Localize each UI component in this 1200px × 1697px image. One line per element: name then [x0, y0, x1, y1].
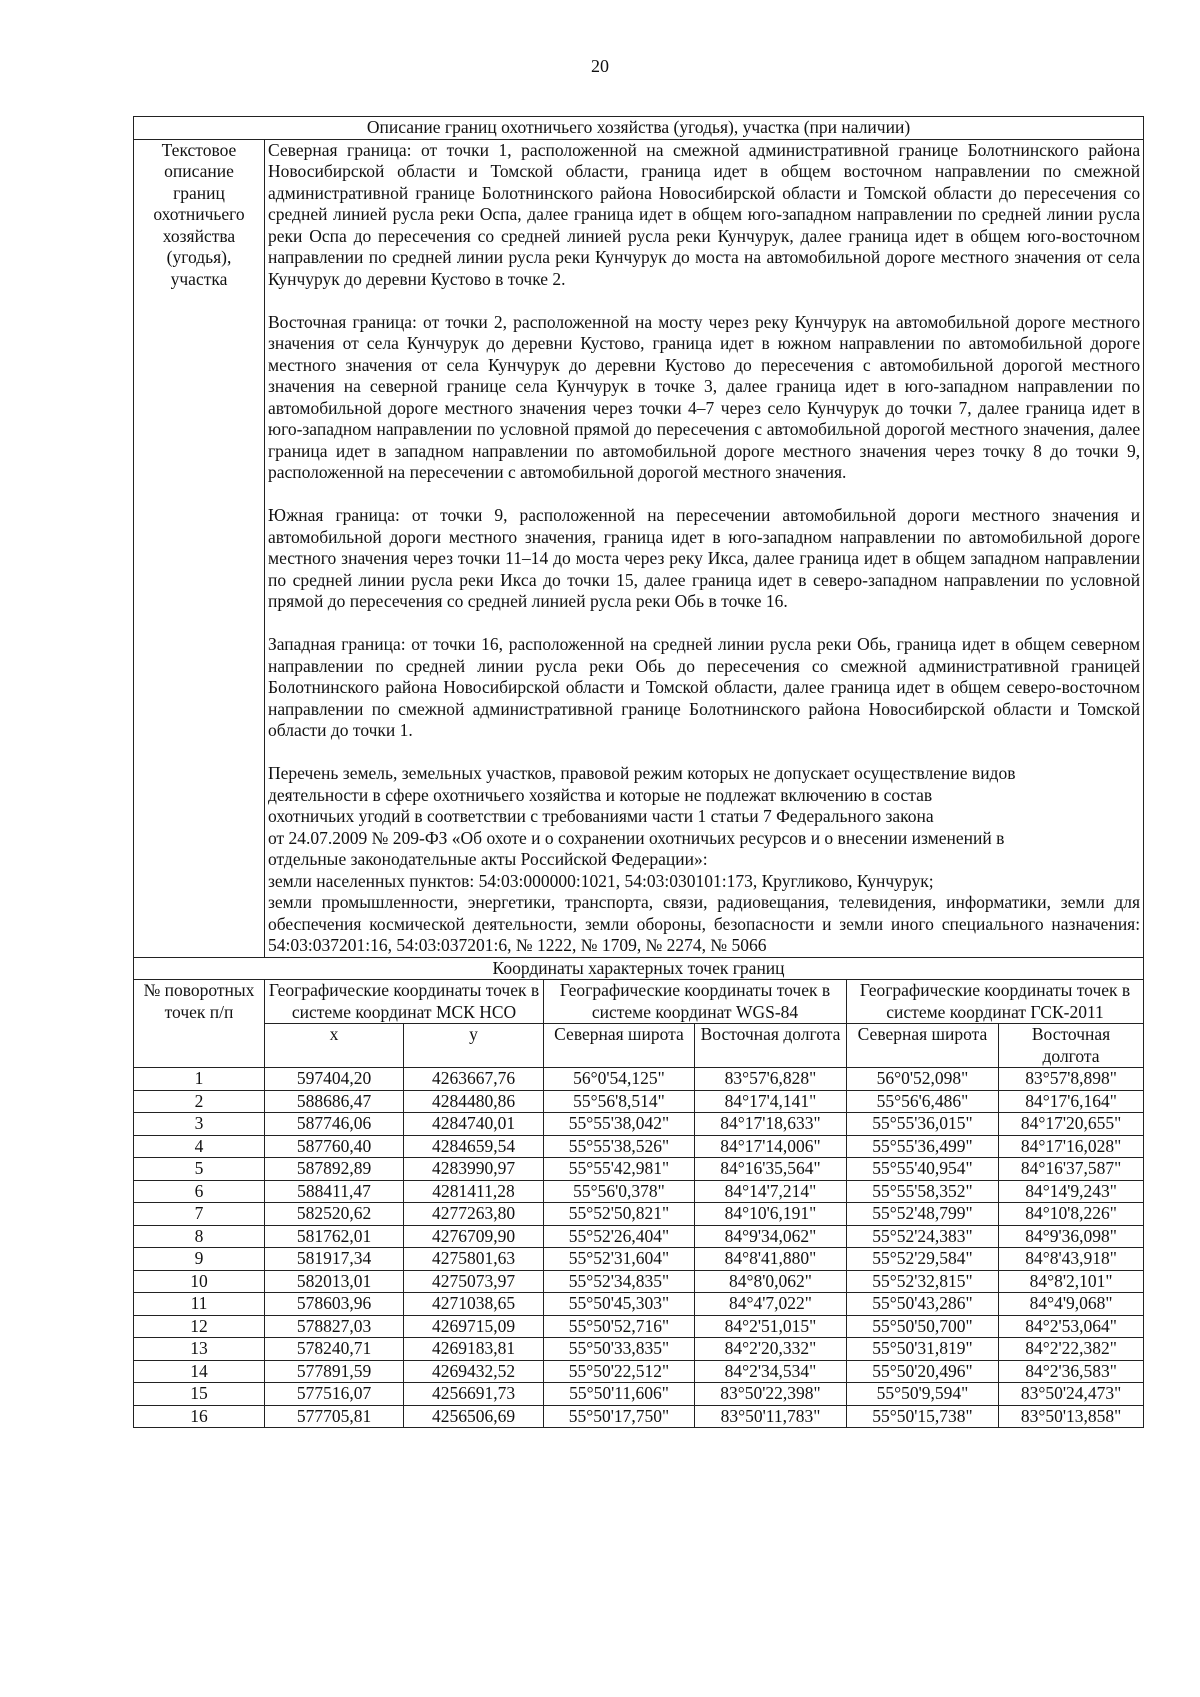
msk-y-cell: 4269715,09: [404, 1315, 544, 1338]
wgs84-east-cell: 83°50'11,783": [695, 1405, 847, 1428]
point-number-cell: 1: [134, 1068, 265, 1091]
gsk2011-north-cell: 55°55'36,499": [847, 1135, 999, 1158]
msk-y-cell: 4269432,52: [404, 1360, 544, 1383]
table-row: [134, 1090, 1144, 1113]
msk-x-cell: 582013,01: [265, 1270, 404, 1293]
point-number-cell: 6: [134, 1180, 265, 1203]
table-row: [134, 1113, 1144, 1136]
msk-y-cell: 4256506,69: [404, 1405, 544, 1428]
south-boundary-text: Южная граница: от точки 9, расположенной на пересечении автомобильной дороги местного значения и автомобильной дороги местного значения, граница идет в юго-западном направлении по автомобильной дороге местного значения через точки 11–14 до моста через реку Икса, далее граница идет в общем западном направлении по средней линии русла реки Икса до точки 15, далее граница идет в северо-западном направлении по условной прямой до пересечения со средней линией русла реки Обь в точке 16.: [268, 505, 1141, 611]
point-number-header: № поворотных точек п/п: [134, 980, 265, 1068]
point-number-cell: 14: [134, 1360, 265, 1383]
gsk2011-north-cell: 55°50'20,496": [847, 1360, 999, 1383]
point-number-cell: 15: [134, 1383, 265, 1406]
gsk2011-north-cell: 55°52'32,815": [847, 1270, 999, 1293]
wgs84-north-cell: 55°56'8,514": [544, 1090, 695, 1113]
gsk2011-north-cell: 55°55'36,015": [847, 1113, 999, 1136]
page-number: 20: [591, 56, 609, 76]
wgs84-east-cell: 84°2'20,332": [695, 1338, 847, 1361]
table-row: [134, 1315, 1144, 1338]
msk-y-cell: 4275801,63: [404, 1248, 544, 1271]
wgs84-east-cell: 84°4'7,022": [695, 1293, 847, 1316]
wgs84-east-cell: 84°2'34,534": [695, 1360, 847, 1383]
gsk2011-north-cell: 55°52'48,799": [847, 1203, 999, 1226]
msk-x-cell: 588411,47: [265, 1180, 404, 1203]
gsk2011-north-cell: 55°52'29,584": [847, 1248, 999, 1271]
msk-x-cell: 578240,71: [265, 1338, 404, 1361]
excluded-lands-line: деятельности в сфере охотничьего хозяйства и которые не подлежат включению в состав: [268, 784, 933, 805]
table-row: [134, 1405, 1144, 1428]
table-row: [134, 1135, 1144, 1158]
table-row: [134, 1248, 1144, 1271]
msk-y-cell: 4281411,28: [404, 1180, 544, 1203]
wgs84-east-cell: 84°16'35,564": [695, 1158, 847, 1181]
y-header: y: [404, 1024, 544, 1068]
table-row: [134, 1360, 1144, 1383]
gsk2011-east-cell: 84°2'36,583": [999, 1360, 1144, 1383]
msk-x-cell: 581917,34: [265, 1248, 404, 1271]
gsk2011-north-cell: 56°0'52,098": [847, 1068, 999, 1091]
settlement-lands-line: земли населенных пунктов: 54:03:000000:1021, 54:03:030101:173, Кругликово, Кунчурук;: [268, 870, 934, 891]
table-row: [134, 1293, 1144, 1316]
gsk2011-north-cell: 55°50'31,819": [847, 1338, 999, 1361]
gsk2011-east-cell: 84°2'22,382": [999, 1338, 1144, 1361]
point-number-cell: 11: [134, 1293, 265, 1316]
msk-x-cell: 578827,03: [265, 1315, 404, 1338]
msk-y-cell: 4276709,90: [404, 1225, 544, 1248]
gsk2011-east-cell: 84°8'2,101": [999, 1270, 1144, 1293]
wgs84-east-cell: 84°17'18,633": [695, 1113, 847, 1136]
gsk2011-east-cell: 84°14'9,243": [999, 1180, 1144, 1203]
wgs84-east-cell: 84°14'7,214": [695, 1180, 847, 1203]
wgs84-north-cell: 55°50'22,512": [544, 1360, 695, 1383]
gsk2011-east-cell: 83°57'8,898": [999, 1068, 1144, 1091]
wgs84-east-cell: 84°2'51,015": [695, 1315, 847, 1338]
gsk2011-north-cell: 55°50'9,594": [847, 1383, 999, 1406]
msk-y-cell: 4283990,97: [404, 1158, 544, 1181]
msk-y-cell: 4275073,97: [404, 1270, 544, 1293]
point-number-cell: 5: [134, 1158, 265, 1181]
gsk2011-east-cell: 84°4'9,068": [999, 1293, 1144, 1316]
msk-y-cell: 4263667,76: [404, 1068, 544, 1091]
gsk2011-east-cell: 84°9'36,098": [999, 1225, 1144, 1248]
gsk2011-north-cell: 55°55'58,352": [847, 1180, 999, 1203]
table-row: [134, 1270, 1144, 1293]
msk-x-cell: 587746,06: [265, 1113, 404, 1136]
excluded-lands-line: Перечень земель, земельных участков, правовой режим которых не допускает осуществление видов: [268, 763, 1016, 783]
msk-y-cell: 4256691,73: [404, 1383, 544, 1406]
wgs84-east-cell: 83°57'6,828": [695, 1068, 847, 1091]
gsk2011-east-cell: 84°17'6,164": [999, 1090, 1144, 1113]
wgs84-north-cell: 55°50'52,716": [544, 1315, 695, 1338]
wgs84-north-cell: 55°50'17,750": [544, 1405, 695, 1428]
gsk2011-north-cell: 55°56'6,486": [847, 1090, 999, 1113]
section-title: Описание границ охотничьего хозяйства (угодья), участка (при наличии): [134, 117, 1144, 140]
table-row: [134, 1180, 1144, 1203]
gsk2011-east-cell: 83°50'24,473": [999, 1383, 1144, 1406]
table-row: [134, 1158, 1144, 1181]
excluded-lands-line: от 24.07.2009 № 209-ФЗ «Об охоте и о сохранении охотничьих ресурсов и о внесении изменений в: [268, 827, 1005, 848]
wgs84-north-cell: 55°50'33,835": [544, 1338, 695, 1361]
point-number-cell: 2: [134, 1090, 265, 1113]
wgs84-north-cell: 55°52'26,404": [544, 1225, 695, 1248]
wgs84-north-cell: 55°55'38,526": [544, 1135, 695, 1158]
wgs84-east-cell: 84°9'34,062": [695, 1225, 847, 1248]
wgs84-north-cell: 55°52'50,821": [544, 1203, 695, 1226]
gsk2011-east-header: Восточная долгота: [999, 1024, 1144, 1068]
north-boundary-text: Северная граница: от точки 1, расположенной на смежной административной границе Болотнинского района Новосибирской области и Томской области, граница идет в общем восточном направлении по смежной административной границе Болотнинского района Новосибирской области и Томской области до пересечения со средней линией русла реки Оспа, далее граница идет в общем юго-западном направлении по средней линии русла реки Оспа до пересечения со средней линией русла реки Кунчурук, далее граница идет в общем юго-восточном направлении по средней линии русла реки Кунчурук до моста на автомобильной дороге местного значения от села Кунчурук до деревни Кустово в точке 2.: [268, 139, 1141, 289]
gsk2011-north-header: Северная широта: [847, 1024, 999, 1068]
gsk2011-east-cell: 84°16'37,587": [999, 1158, 1144, 1181]
point-number-cell: 8: [134, 1225, 265, 1248]
point-number-cell: 3: [134, 1113, 265, 1136]
wgs84-header: Географические координаты точек в системе координат WGS-84: [544, 980, 847, 1024]
msk-x-cell: 581762,01: [265, 1225, 404, 1248]
msk-x-cell: 577705,81: [265, 1405, 404, 1428]
table-row: [134, 1203, 1144, 1226]
coordinates-title: Координаты характерных точек границ: [134, 957, 1144, 980]
msk-x-cell: 587760,40: [265, 1135, 404, 1158]
wgs84-north-cell: 55°56'0,378": [544, 1180, 695, 1203]
wgs84-north-cell: 55°55'38,042": [544, 1113, 695, 1136]
wgs84-north-header: Северная широта: [544, 1024, 695, 1068]
point-number-cell: 12: [134, 1315, 265, 1338]
wgs84-east-header: Восточная долгота: [695, 1024, 847, 1068]
table-row: [134, 1068, 1144, 1091]
point-number-cell: 10: [134, 1270, 265, 1293]
msk-nso-header: Географические координаты точек в системе координат МСК НСО: [265, 980, 544, 1024]
gsk2011-east-cell: 84°2'53,064": [999, 1315, 1144, 1338]
table-row: [134, 1225, 1144, 1248]
table-row: [134, 1383, 1144, 1406]
description-label: Текстовое описание границ охотничьего хозяйства (угодья), участка: [134, 139, 265, 957]
wgs84-north-cell: 55°52'34,835": [544, 1270, 695, 1293]
gsk2011-east-cell: 84°17'20,655": [999, 1113, 1144, 1136]
excluded-lands-line: охотничьих угодий в соответствии с требованиями части 1 статьи 7 Федерального закона: [268, 806, 934, 826]
wgs84-east-cell: 84°8'0,062": [695, 1270, 847, 1293]
gsk2011-north-cell: 55°50'15,738": [847, 1405, 999, 1428]
point-number-cell: 16: [134, 1405, 265, 1428]
east-boundary-text: Восточная граница: от точки 2, расположенной на мосту через реку Кунчурук на автомобильной дороге местного значения от села Кунчурук до деревни Кустово, граница идет в южном направлении по автомобильной дороге местного значения от села Кунчурук до деревни Кустово до пересечения с автомобильной дорогой местного значения на северной границе села Кунчурук в точке 3, далее граница идет в юго-западном направлении по автомобильной дороге местного значения через точки 4–7 через село Кунчурук до точки 7, далее граница идет в юго-западном направлении по условной прямой до пересечения с автомобильной дорогой местного значения, далее граница идет в западном направлении по автомобильной дороге местного значения через точку 8 до точки 9, расположенной на пересечении с автомобильной дорогой местного значения.: [268, 311, 1141, 482]
msk-x-cell: 597404,20: [265, 1068, 404, 1091]
point-number-cell: 13: [134, 1338, 265, 1361]
point-number-cell: 7: [134, 1203, 265, 1226]
gsk2011-north-cell: 55°55'40,954": [847, 1158, 999, 1181]
gsk2011-east-cell: 84°10'8,226": [999, 1203, 1144, 1226]
msk-x-cell: 578603,96: [265, 1293, 404, 1316]
msk-y-cell: 4284480,86: [404, 1090, 544, 1113]
msk-y-cell: 4271038,65: [404, 1293, 544, 1316]
msk-y-cell: 4269183,81: [404, 1338, 544, 1361]
coordinate-rows: [134, 1068, 1144, 1428]
msk-y-cell: 4277263,80: [404, 1203, 544, 1226]
msk-x-cell: 587892,89: [265, 1158, 404, 1181]
boundary-description: [265, 139, 1144, 957]
msk-y-cell: 4284740,01: [404, 1113, 544, 1136]
msk-x-cell: 588686,47: [265, 1090, 404, 1113]
gsk2011-header: Географические координаты точек в системе координат ГСК-2011: [847, 980, 1144, 1024]
gsk2011-east-cell: 83°50'13,858": [999, 1405, 1144, 1428]
msk-x-cell: 582520,62: [265, 1203, 404, 1226]
industrial-lands-text: земли промышленности, энергетики, транспорта, связи, радиовещания, телевидения, информатики, земли для обеспечения космической деятельности, земли обороны, безопасности и земли иного специального назначения: 54:03:037201:16, 54:03:037201:6, № 1222, № 1709, № 2274, № 5066: [268, 892, 1141, 955]
wgs84-north-cell: 55°52'31,604": [544, 1248, 695, 1271]
point-number-cell: 9: [134, 1248, 265, 1271]
gsk2011-east-cell: 84°8'43,918": [999, 1248, 1144, 1271]
boundary-table: [133, 116, 1144, 1428]
point-number-cell: 4: [134, 1135, 265, 1158]
gsk2011-north-cell: 55°52'24,383": [847, 1225, 999, 1248]
wgs84-east-cell: 84°8'41,880": [695, 1248, 847, 1271]
wgs84-north-cell: 56°0'54,125": [544, 1068, 695, 1091]
wgs84-north-cell: 55°50'11,606": [544, 1383, 695, 1406]
gsk2011-east-cell: 84°17'16,028": [999, 1135, 1144, 1158]
wgs84-north-cell: 55°55'42,981": [544, 1158, 695, 1181]
wgs84-east-cell: 83°50'22,398": [695, 1383, 847, 1406]
msk-x-cell: 577516,07: [265, 1383, 404, 1406]
wgs84-east-cell: 84°17'14,006": [695, 1135, 847, 1158]
wgs84-east-cell: 84°10'6,191": [695, 1203, 847, 1226]
wgs84-north-cell: 55°50'45,303": [544, 1293, 695, 1316]
excluded-lands-line: отдельные законодательные акты Российской Федерации»:: [268, 849, 708, 869]
west-boundary-text: Западная граница: от точки 16, расположенной на средней линии русла реки Обь, граница идет в общем северном направлении по средней линии русла реки Обь до пересечения со смежной административной границей Болотнинского района Новосибирской области и Томской области, далее граница идет в общем северо-восточном направлении по смежной административной границе Болотнинского района Новосибирской области и Томской области до точки 1.: [268, 634, 1141, 740]
table-row: [134, 1338, 1144, 1361]
gsk2011-north-cell: 55°50'43,286": [847, 1293, 999, 1316]
msk-y-cell: 4284659,54: [404, 1135, 544, 1158]
x-header: x: [265, 1024, 404, 1068]
msk-x-cell: 577891,59: [265, 1360, 404, 1383]
wgs84-east-cell: 84°17'4,141": [695, 1090, 847, 1113]
gsk2011-north-cell: 55°50'50,700": [847, 1315, 999, 1338]
